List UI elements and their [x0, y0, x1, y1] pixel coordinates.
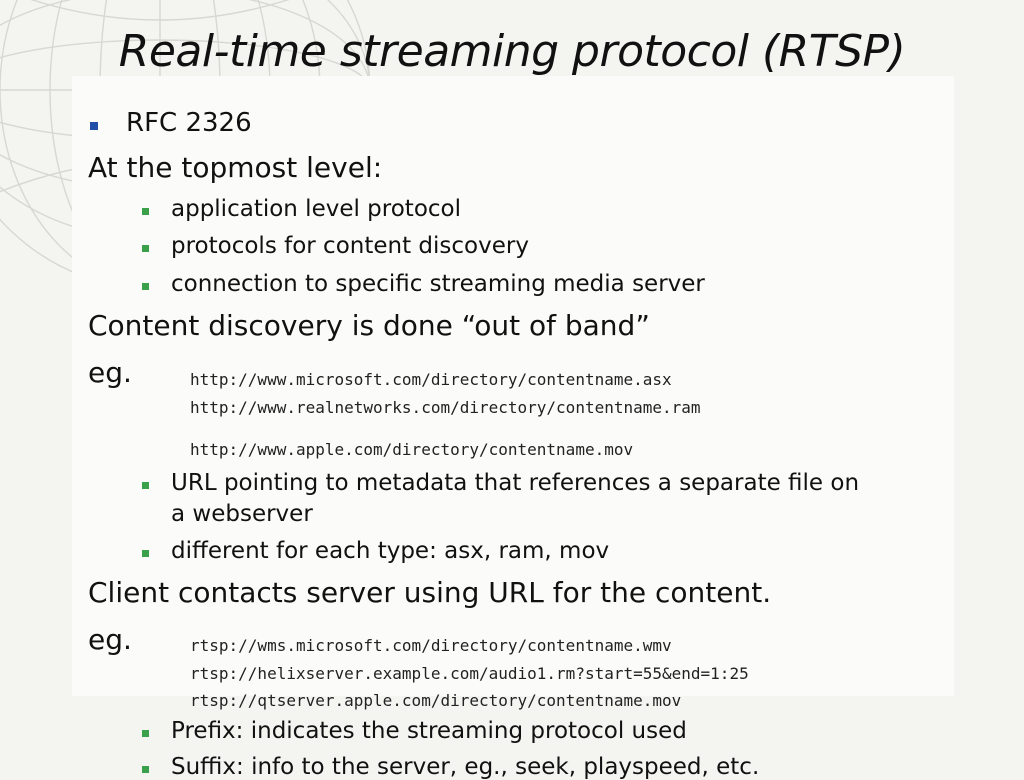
url-item: different for each type: asx, ram, mov — [171, 538, 610, 564]
bullet-square-green — [142, 766, 149, 773]
rtsp-url: rtsp://wms.microsoft.com/directory/contentname.wmv — [190, 636, 672, 655]
bullet-square-green — [142, 482, 149, 489]
url-item: URL pointing to metadata that references a separate file on — [171, 470, 860, 496]
bullet-square-green — [142, 730, 149, 737]
discovery-url: http://www.realnetworks.com/directory/contentname.ram — [190, 398, 701, 417]
rfc-bullet-text: RFC 2326 — [126, 108, 252, 138]
topmost-item: connection to specific streaming media server — [171, 271, 705, 297]
rtsp-url: rtsp://qtserver.apple.com/directory/contentname.mov — [190, 691, 682, 710]
client-heading: Client contacts server using URL for the content. — [88, 576, 772, 609]
eg-label: eg. — [88, 623, 132, 656]
discovery-url: http://www.apple.com/directory/contentname.mov — [190, 440, 634, 459]
url-item-continuation: a webserver — [171, 501, 313, 527]
bullet-square-green — [142, 245, 149, 252]
discovery-heading: Content discovery is done “out of band” — [88, 309, 650, 342]
slide-title: Real-time streaming protocol (RTSP) — [118, 26, 906, 77]
rtsp-url: rtsp://helixserver.example.com/audio1.rm?start=55&end=1:25 — [190, 664, 749, 683]
bullet-square-green — [142, 550, 149, 557]
topmost-item: application level protocol — [171, 196, 462, 222]
topmost-heading: At the topmost level: — [88, 151, 383, 184]
bullet-square-green — [142, 283, 149, 290]
discovery-url: http://www.microsoft.com/directory/contentname.asx — [190, 370, 672, 389]
prefix-item: Prefix: indicates the streaming protocol used — [171, 718, 687, 744]
eg-label: eg. — [88, 356, 132, 389]
bullet-square-blue — [90, 122, 98, 130]
bullet-square-green — [142, 208, 149, 215]
suffix-item: Suffix: info to the server, eg., seek, playspeed, etc. — [171, 754, 760, 780]
topmost-item: protocols for content discovery — [171, 233, 529, 259]
